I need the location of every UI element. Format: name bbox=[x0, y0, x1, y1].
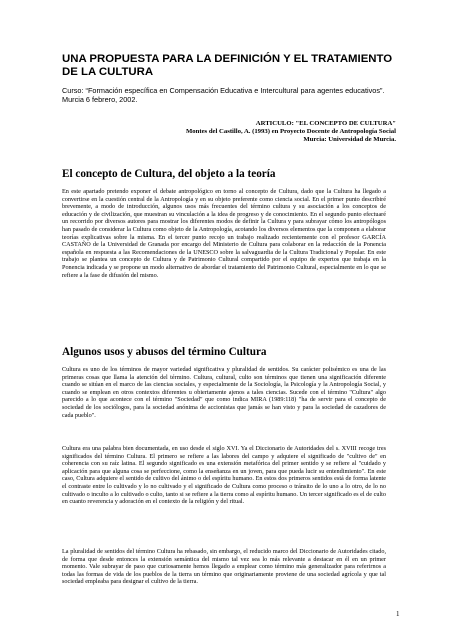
source-author-line: Montes del Castillo, A. (1993) en Proyecto Docente de Antropología Social bbox=[185, 128, 396, 136]
section-heading-concepto: El concepto de Cultura, del objeto a la teoría bbox=[62, 168, 276, 180]
section-heading-usos: Algunos usos y abusos del término Cultura bbox=[62, 346, 267, 358]
paragraph-polisemia: Cultura es uno de los términos de mayor variedad significativa y pluralidad de sentidos. Su carácter polisémico es una de las primeras cosas que llama la atención del término. Cultura, cultural, culto son términos que tienen una significación diferente cuando se sitúan en el marco de las ciencias sociales, y especialmente de la Sociología, la Psicología y la Antropología Social, y cuando se emplean en otros contextos diferentes u obiertamente ajenos a tales ciencias. Sucede con el término "Cultura" algo parecido a lo que acontece con el término "Sociedad" que como indica MIRA (1989:118) "ha de servir para el concepto de sociedad de los sociólogos, para la sociedad anónima de accionistas que jamás se han visto y para la sociedad de cazadores de cada pueblo". bbox=[62, 366, 386, 419]
paragraph-historia: Cultura era una palabra bien documentada, en uso desde el siglo XVI. Ya el Diccionario de Autoridades del s. XVIII recoge tres significados del término Cultura. El primero se refiere a las labores del campo y adquiere el significado de "cultivo de" en coherencia con su raíz latina. El segundo significado es una extensión metafórica del primer sentido y se refiere al "cuidado y aplicación para que alguna cosa se perfeccione, como la enseñanza en un joven, para que pueda lucir su entendimiento". En este caso, Cultura adquiere el sentido de cultivo del ánimo o del espíritu humano. En estos dos primeros sentidos está de forma latente el contraste entre lo cultivado y lo no cultivado y el significado de Cultura como proceso o tránsito de lo uno a lo otro, de lo no cultivado o inculto a lo cultivado o culto, tanto si se refiere a la tierra como al espíritu humano. Un tercer significado es el de culto en cuanto reverencia y adoración en el contexto de la religión y del ritual. bbox=[62, 445, 386, 506]
source-article-line: ARTICULO: "EL CONCEPTO DE CULTURA" bbox=[255, 120, 396, 127]
course-line: Curso: “Formación específica en Compensación Educativa e Intercultural para agentes educativos”. Murcia 6 febrero, 2002. bbox=[62, 86, 385, 104]
paragraph-pluralidad: La pluralidad de sentidos del término Cultura ha rebasado, sin embargo, el reducido marco del Diccionario de Autoridades citado, de forma que desde entonces la extensión semántica del mismo tal vez sea lo más relevante a destacar en él en un primer momento. Vale subrayar de paso que curiosamente hemos llegado a emplear como término más generalizador para referirnos a todas las formas de vida de los pueblos de la tierra un término que originariamente proviene de una sociedad agrícola y que tal sociedad empleaba para designar el cultivo de la tierra. bbox=[62, 548, 386, 586]
source-publisher-line: Murcia: Universidad de Murcia. bbox=[303, 136, 396, 144]
page-number: 1 bbox=[396, 610, 400, 618]
paragraph-intro: En este apartado pretendo exponer el debate antropológico en torno al concepto de Cultura, dado que la Cultura ha llegado a convertirse en la cuestión central de la Antropología y en su objeto preferente como ciencia social. En el primer punto describiré brevemente, a modo de introducción, algunos usos más frecuentes del término cultura y su asociación a los conceptos de educación y de civilización, que muestran su vinculación a la idea de progreso y de conocimiento. En el segundo punto efectuaré un recorrido por diversos autores para mostrar los diferentes modos de definir la Cultura y para subrayar cómo los antropólogos han pasado de considerar la Cultura como objeto de la Antropología, acotando los diversos elementos que la componen a elaborar teorías explicativas sobre la misma. En el tercer punto recojo un trabajo realizado recientemente con el profesor GARCÍA CASTAÑO de la Universidad de Granada por encargo del Ministerio de Cultura para colaborar en la redacción de la Ponencia española en respuesta a las Recomendaciones de la UNESCO sobre la salvaguardia de la Cultura Tradicional y Popular. En este trabajo se plantea un concepto de Cultura y de Patrimonio Cultural compartido por el equipo de expertos que trabaja en la Ponencia indicada y se propone un modo alternativo de abordar el tratamiento del Patrimonio Cultural, especialmente en lo que se refiere a la fase de difusión del mismo. bbox=[62, 188, 386, 279]
article-source bbox=[66, 120, 396, 145]
document-title: UNA PROPUESTA PARA LA DEFINICIÓN Y EL TRATAMIENTO DE LA CULTURA bbox=[62, 53, 393, 78]
